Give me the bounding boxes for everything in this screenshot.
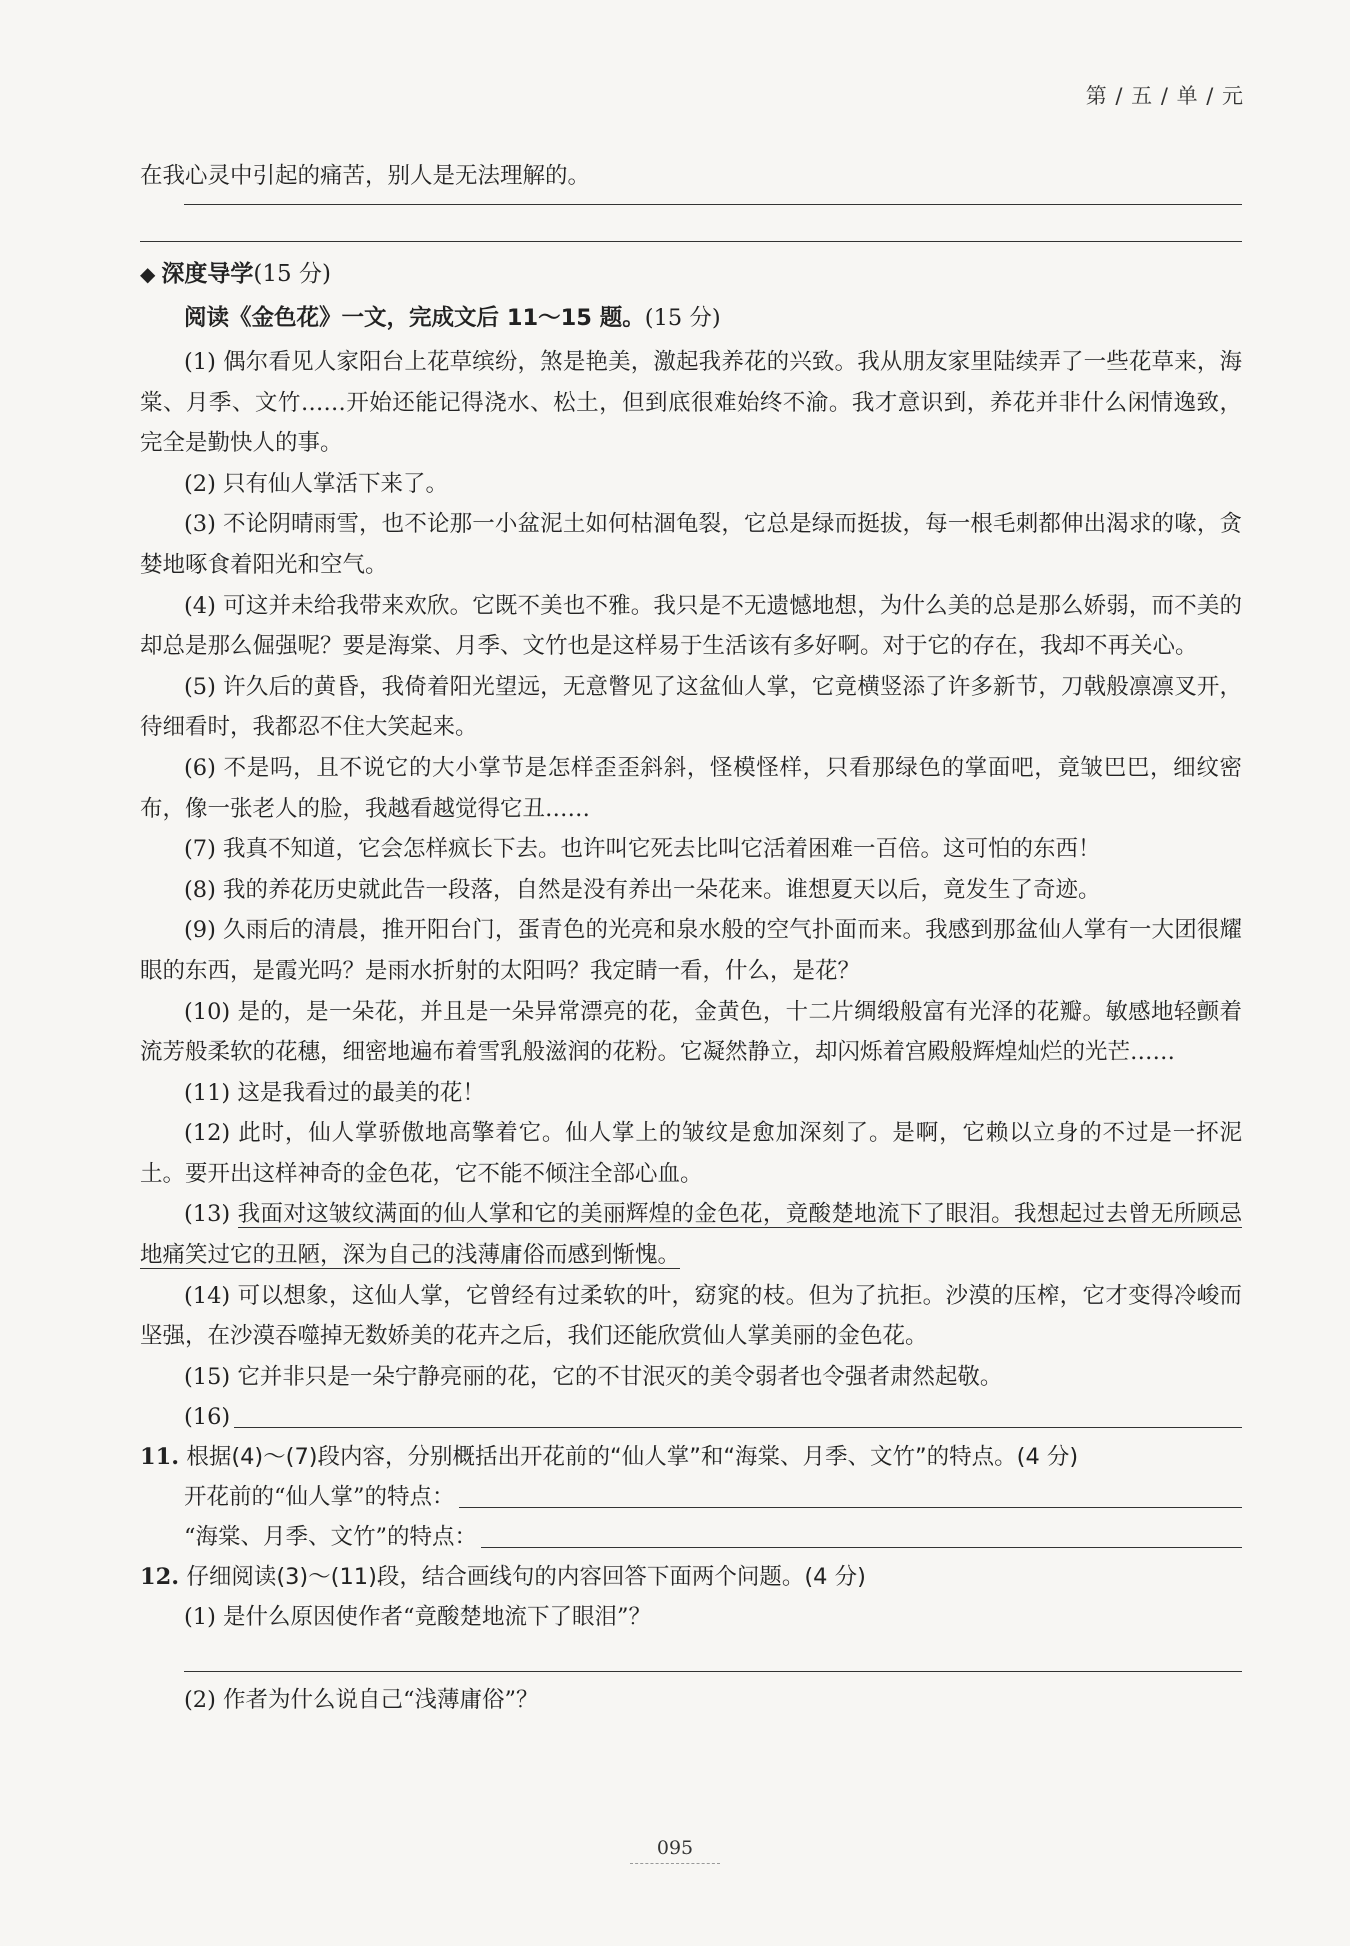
- question-11-text: 根据(4)～(7)段内容，分别概括出开花前的“仙人掌”和“海棠、月季、文竹”的特点。(4 分): [186, 1444, 1079, 1471]
- reading-intro: [140, 298, 1242, 338]
- section-title: [140, 254, 1242, 294]
- paragraph-9: (9) 久雨后的清晨，推开阳台门，蛋青色的光亮和泉水般的空气扑面而来。我感到那盆仙人掌有一大团很耀眼的东西，是霞光吗？是雨水折射的太阳吗？我定睛一看，什么，是花？: [140, 917, 1242, 984]
- paragraph-4: (4) 可这并未给我带来欢欣。它既不美也不雅。我只是不无遗憾地想，为什么美的总是那么娇弱，而不美的却总是那么倔强呢？要是海棠、月季、文竹也是这样易于生活该有多好啊。对于它的存在，我却不再关心。: [140, 592, 1242, 660]
- q11-answer-b-row: [140, 1517, 1242, 1557]
- paragraph-2: (2) 只有仙人掌活下来了。: [184, 470, 449, 497]
- q12-sub2: (2) 作者为什么说自己“浅薄庸俗”？: [184, 1687, 539, 1714]
- q12-sub1: (1) 是什么原因使作者“竟酸楚地流下了眼泪”？: [184, 1604, 652, 1631]
- paragraph-8: (8) 我的养花历史就此告一段落，自然是没有养出一朵花来。谁想夏天以后，竟发生了奇迹。: [184, 876, 1101, 903]
- q12-sub1-answer-line[interactable]: [184, 1671, 1242, 1672]
- underlined-sentence: 我面对这皱纹满面的仙人掌和它的美丽辉煌的金色花，竟酸楚地流下了眼泪。我想起过去曾无所顾忌地痛笑过它的丑陋，深为自己的浅薄庸俗而感到惭愧。: [140, 1201, 1242, 1269]
- answer-line-2[interactable]: [140, 241, 1242, 242]
- top-continued-text: 在我心灵中引起的痛苦，别人是无法理解的。: [140, 163, 591, 189]
- q11-answer-b-label: “海棠、月季、文竹”的特点：: [184, 1524, 478, 1551]
- paragraph-11: (11) 这是我看过的最美的花！: [184, 1079, 485, 1106]
- paragraph-16-row: [140, 1397, 1242, 1437]
- page-content: [140, 156, 1242, 1720]
- paragraph-7: (7) 我真不知道，它会怎样疯长下去。也许叫它死去比叫它活着困难一百倍。这可怕的东西！: [184, 836, 1101, 863]
- intro-text: 阅读《金色花》一文，完成文后 11～15 题。: [184, 305, 645, 331]
- paragraph-5: (5) 许久后的黄昏，我倚着阳光望远，无意瞥见了这盆仙人掌，它竟横竖添了许多新节，刀戟般凛凛叉开，待细看时，我都忍不住大笑起来。: [140, 673, 1242, 741]
- paragraph-1: (1) 偶尔看见人家阳台上花草缤纷，煞是艳美，激起我养花的兴致。我从朋友家里陆续弄了一些花草来，海棠、月季、文竹……开始还能记得浇水、松土，但到底很难始终不渝。我才意识到，养花并非什么闲情逸致，完全是勤快人的事。: [140, 349, 1242, 457]
- question-12-text: 仔细阅读(3)～(11)段，结合画线句的内容回答下面两个问题。(4 分): [186, 1564, 866, 1591]
- question-12: [140, 1557, 1242, 1597]
- page-footer: [0, 1837, 1350, 1864]
- paragraph-13: [140, 1194, 1242, 1275]
- q11-answer-a-label: 开花前的“仙人掌”的特点：: [184, 1484, 455, 1511]
- diamond-icon: ◆: [140, 262, 156, 286]
- paragraph-3: (3) 不论阴晴雨雪，也不论那一小盆泥土如何枯涸龟裂，它总是绿而挺拔，每一根毛刺都伸出渴求的喙，贪婪地啄食着阳光和空气。: [140, 511, 1242, 578]
- intro-score: (15 分): [644, 305, 721, 331]
- paragraph-14: (14) 可以想象，这仙人掌，它曾经有过柔软的叶，窈窕的枝。但为了抗拒。沙漠的压榨，它才变得冷峻而坚强，在沙漠吞噬掉无数娇美的花卉之后，我们还能欣赏仙人掌美丽的金色花。: [140, 1282, 1242, 1350]
- question-11-number: 11.: [140, 1444, 180, 1471]
- question-12-number: 12.: [140, 1564, 180, 1591]
- section-title-text: 深度导学: [161, 261, 254, 287]
- paragraph-16-blank[interactable]: [234, 1427, 1242, 1428]
- answer-line-1[interactable]: [184, 204, 1242, 205]
- paragraph-12: (12) 此时，仙人掌骄傲地高擎着它。仙人掌上的皱纹是愈加深刻了。是啊，它赖以立身的不过是一抔泥土。要开出这样神奇的金色花，它不能不倾注全部心血。: [140, 1120, 1242, 1187]
- section-score: (15 分): [253, 261, 331, 287]
- paragraph-16-label: (16): [184, 1404, 231, 1431]
- question-11: [140, 1437, 1242, 1477]
- q11-answer-b-blank[interactable]: [481, 1547, 1242, 1548]
- paragraph-13-number: (13): [184, 1201, 238, 1228]
- q11-answer-a-blank[interactable]: [459, 1507, 1242, 1508]
- page-number: 095: [656, 1837, 694, 1859]
- paragraph-15: (15) 它并非只是一朵宁静亮丽的花，它的不甘泯灭的美令弱者也令强者肃然起敬。: [184, 1363, 1003, 1390]
- unit-header: 第 / 五 / 单 / 元: [1085, 84, 1244, 108]
- paragraph-6: (6) 不是吗，且不说它的大小掌节是怎样歪歪斜斜，怪模怪样，只看那绿色的掌面吧，竟皱巴巴，细纹密布，像一张老人的脸，我越看越觉得它丑……: [140, 754, 1242, 822]
- paragraph-10: (10) 是的，是一朵花，并且是一朵异常漂亮的花，金黄色，十二片绸缎般富有光泽的花瓣。敏感地轻颤着流芳般柔软的花穗，细密地遍布着雪乳般滋润的花粉。它凝然静立，却闪烁着宫殿般辉煌灿烂的光芒……: [140, 998, 1242, 1066]
- q11-answer-a-row: [140, 1477, 1242, 1517]
- footer-dashes: [630, 1863, 720, 1864]
